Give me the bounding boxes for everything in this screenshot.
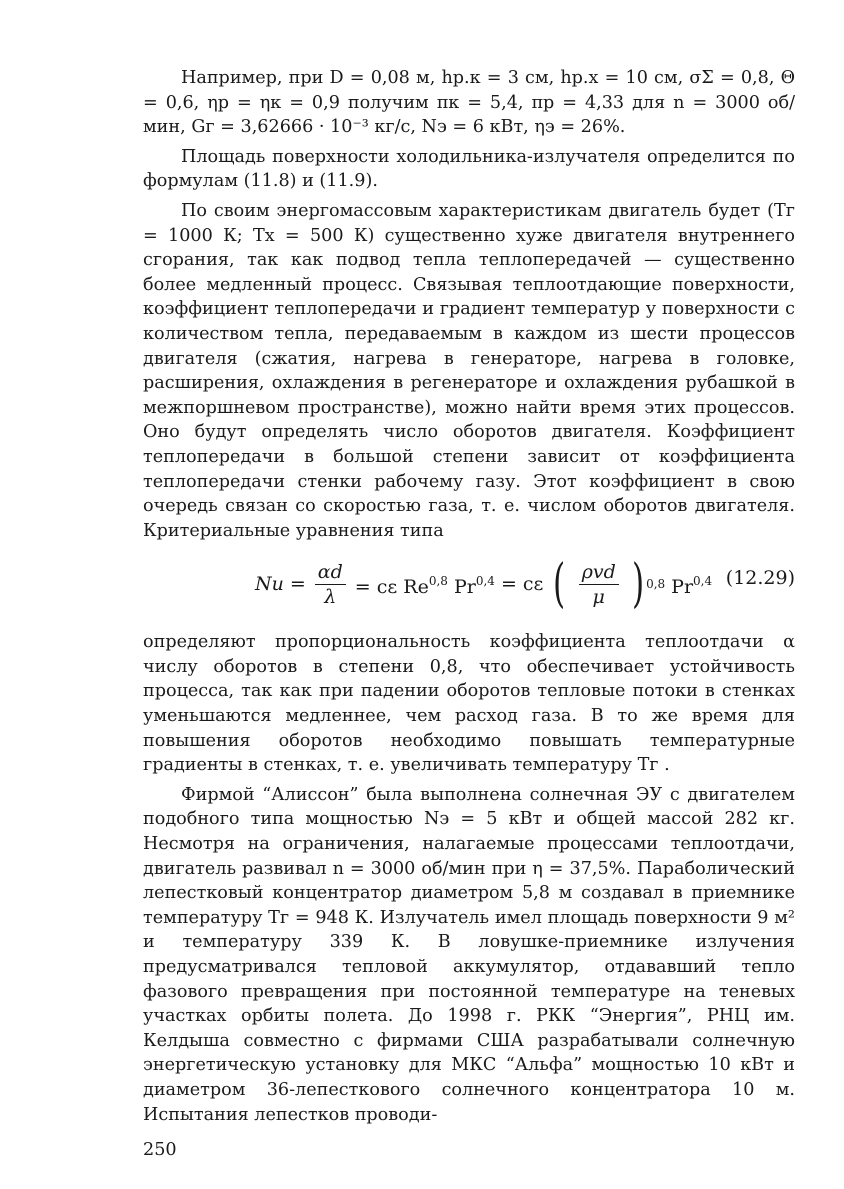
fraction-numerator: αd (315, 560, 346, 585)
body-text (143, 66, 795, 1132)
equation-re-term: = cε Re$^{0,8}$ Pr$^{0,4}$ (354, 573, 495, 598)
equation-pr-term: Pr$^{0,4}$ (671, 573, 713, 598)
paragraph-proportionality: определяют пропорциональность коэффициента теплоотдачи α числу оборотов в степени 0,8, что обеспечивает устойчивость процесса, так как при падении оборотов тепловые потоки в стенках уменьшаются медленнее, чем расход газа. В то же время для повышения оборотов необходимо повышать температурные градиенты в стенках, т. е. увеличивать температуру Tг . (143, 632, 795, 776)
paragraph-energy-characteristics: По своим энергомассовым характеристикам двигатель будет (Tг = 1000 К; Tх = 500 К) существенно хуже двигателя внутреннего сгорания, так как подвод тепла теплопередачей — существенно более медленный процесс. Связывая теплоотдающие поверхности, коэффициент теплопередачи и градиент температур у поверхности с количеством тепла, передаваемым в каждом из шести процессов двигателя (сжатия, нагрева в генераторе, нагрева в головке, расширения, охлаждения в регенераторе и охлаждения рубашкой в межпоршневом пространстве), можно найти время этих процессов. Оно будут определять число оборотов двигателя. Коэффициент теплопередачи в большой степени зависит от коэффициента теплопередачи стенки рабочему газу. Этот коэффициент в свою очередь связан со скоростью газа, т. е. числом оборотов двигателя. Критериальные уравнения типа (143, 200, 795, 541)
paragraph-allison-engine: Фирмой “Алиссон” была выполнена солнечная ЭУ с двигателем подобного типа мощностью Nэ = 5 кВт и общей массой 282 кг. Несмотря на ограничения, налагаемые процессами теплоотдачи, двигатель развивал n = 3000 об/мин при η = 37,5%. Параболический лепестковый концентратор диаметром 5,8 м создавал в приемнике температуру Tг = 948 К. Излучатель имел площадь поверхности 9 м² и температуру 339 К. В ловушке-приемнике излучения предусматривался тепловой аккумулятор, отдававший тепло фазового превращения при постоянной температуре на теневых участках орбиты полета. До 1998 г. РКК “Энергия”, РНЦ им. Келдыша совместно с фирмами США разрабатывали солнечную энергетическую установку для МКС “Альфа” мощностью 10 кВт и диаметром 36-лепесткового солнечного концентратора 10 м. Испытания лепестков проводи- (143, 784, 795, 1125)
equation-mid: = cε (500, 572, 544, 595)
fraction-rho-v-d-mu (579, 560, 619, 609)
fraction-alpha-d-lambda (315, 560, 346, 609)
equation-number: (12.29) (725, 567, 795, 590)
paren-exponent: 0,8 (646, 576, 666, 591)
left-paren: ( (553, 554, 566, 615)
fraction-numerator: ρvd (579, 560, 619, 585)
equation-equals: = (289, 572, 306, 595)
fraction-denominator: μ (592, 585, 605, 608)
equation-12-29 (143, 548, 795, 628)
right-paren: ) (631, 554, 645, 615)
equation-lhs: Nu (255, 572, 284, 595)
paragraph-example-values: Например, при D = 0,08 м, hр.к = 3 см, hр.х = 10 см, σΣ = 0,8, Θ = 0,6, ηр = ηк = 0,9 получим πк = 5,4, πр = 4,33 для n = 3000 об/мин, Gг = 3,62666 · 10⁻³ кг/с, Nэ = 6 кВт, ηэ = 26%. (143, 68, 795, 138)
fraction-denominator: λ (324, 585, 337, 608)
paragraph-radiator-area: Площадь поверхности холодильника-излучателя определится по формулам (11.8) и (11.9). (143, 146, 795, 192)
equation-body (255, 554, 713, 615)
page-number: 250 (143, 1140, 177, 1160)
